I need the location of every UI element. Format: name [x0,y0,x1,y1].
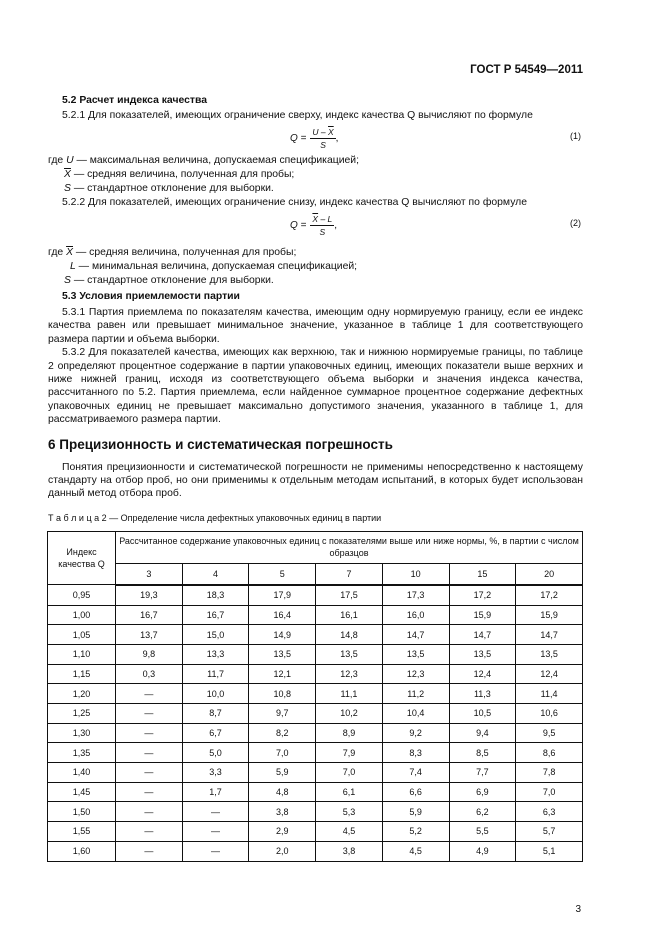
quality-index-cell: 1,05 [48,625,116,645]
formula-den: S [319,227,326,237]
quality-index-cell: 1,35 [48,743,116,763]
percent-cell: 19,3 [116,585,183,605]
equation-number-2: (2) [570,218,581,228]
percent-cell: 9,5 [516,723,583,743]
quality-index-cell: 1,55 [48,822,116,842]
where-symbol: S [64,275,71,286]
percent-cell: 13,5 [316,644,383,664]
formula-lhs: Q = [290,220,307,231]
percent-cell: 17,5 [316,585,383,605]
percent-cell: 15,9 [516,605,583,625]
column-header: 15 [449,563,516,585]
percent-cell: 9,8 [116,644,183,664]
quality-index-cell: 1,50 [48,802,116,822]
table-row [48,743,583,763]
percent-cell: 14,7 [449,625,516,645]
quality-index-cell: 1,60 [48,841,116,861]
percent-cell: 5,2 [382,822,449,842]
percent-cell: 5,5 [449,822,516,842]
formula-fraction [310,127,335,150]
percent-cell: 1,7 [182,782,249,802]
percent-cell: 11,1 [316,684,383,704]
where-symbol: L [70,261,76,272]
quality-index-cell: 0,95 [48,585,116,605]
percent-cell: 14,8 [316,625,383,645]
percent-cell: 13,5 [249,644,316,664]
table-header-row [48,531,583,563]
percent-cell: — [116,822,183,842]
percent-cell: 8,3 [382,743,449,763]
quality-index-cell: 1,10 [48,644,116,664]
formula-num: U – [312,127,328,137]
section-6-heading: 6 Прецизионность и систематическая погрешность [48,436,393,452]
percent-cell: 13,5 [449,644,516,664]
percent-cell: 7,8 [516,763,583,783]
percent-cell: 5,7 [516,822,583,842]
table-row [48,822,583,842]
percent-cell: 13,5 [382,644,449,664]
percent-cell: 2,0 [249,841,316,861]
percent-cell: 9,7 [249,704,316,724]
table-row [48,841,583,861]
para-5-2-1: 5.2.1 Для показателей, имеющих ограничение сверху, индекс качества Q вычисляют по формуле [62,110,533,121]
column-header: 20 [516,563,583,585]
percent-cell: 5,3 [316,802,383,822]
para-5-3-2: 5.3.2 Для показателей качества, имеющих как верхнюю, так и нижнюю нормируемые границы, по таблице 2 определяют процентное содержание в партии упаковочных единиц, имеющих показатели выше верхних и ниже нижней границ, исходя из соответствующего объема выборки и значения индекса качества, рассчитанного по 5.2. Партия приемлема, если найденное суммарное процентное содержание дефектных упаковочных единиц не превышает максимально допустимого значения, указанного в таблице 1, для рассматриваемого размера партии. [48,347,583,426]
percent-cell: 11,2 [382,684,449,704]
percent-cell: 4,5 [382,841,449,861]
percent-cell: 7,0 [516,782,583,802]
percent-cell: 9,4 [449,723,516,743]
percent-cell: 14,9 [249,625,316,645]
percent-cell: 7,7 [449,763,516,783]
where-text: — максимальная величина, допускаемая спецификацией; [73,155,359,166]
percent-cell: 4,5 [316,822,383,842]
percent-cell: 8,2 [249,723,316,743]
percent-cell: 7,0 [249,743,316,763]
para-6: Понятия прецизионности и систематической погрешности не применимы непосредственно к настоящему стандарту на отбор проб, но они применимы к отдельным методам испытаний, в которых будет использован данный метод отбора проб. [48,461,583,500]
percent-cell: — [116,763,183,783]
table-row [48,644,583,664]
section-5-3-heading: 5.3 Условия приемлемости партии [62,291,240,302]
percent-cell: 11,4 [516,684,583,704]
percent-cell: 12,4 [516,664,583,684]
para-5-3-1: 5.3.1 Партия приемлема по показателям качества, имеющим одну нормируемую границу, если ее индекс качества равен или превышает минимальное значение, указанное в таблице 1 для соответствующего размера партии и объема выборки. [48,307,583,345]
percent-cell: — [116,782,183,802]
percent-cell: 18,3 [182,585,249,605]
where-text: — стандартное отклонение для выборки. [70,275,274,286]
quality-index-cell: 1,30 [48,723,116,743]
table-row [48,585,583,605]
where-text: — минимальная величина, допускаемая спецификацией; [75,261,358,272]
percent-cell: — [182,841,249,861]
percent-cell: 6,9 [449,782,516,802]
formula-numerator [310,127,335,139]
formula-fraction [310,214,334,237]
percent-cell: 3,8 [316,841,383,861]
para-5-2-2: 5.2.2 Для показателей, имеющих ограничение снизу, индекс качества Q вычисляют по формуле [62,197,528,208]
percent-cell: — [182,822,249,842]
percent-cell: 11,3 [449,684,516,704]
where-item [48,155,359,166]
index-header: Индекс качества Q [48,531,116,585]
section-5-2-heading: 5.2 Расчет индекса качества [62,95,208,106]
percent-cell: 16,1 [316,605,383,625]
document-id: ГОСТ Р 54549—2011 [470,64,583,76]
percent-cell: 12,4 [449,664,516,684]
formula-1 [290,127,338,150]
column-header: 7 [316,563,383,585]
group-header: Рассчитанное содержание упаковочных единиц с показателями выше или ниже нормы, %, в партии с числом образцов [116,531,583,563]
table-row [48,664,583,684]
percent-cell: 8,6 [516,743,583,763]
percent-cell: 7,4 [382,763,449,783]
where-symbol: $\overline{X}$ [64,169,71,180]
formula-lhs: Q = [290,133,307,144]
percent-cell: — [116,841,183,861]
percent-cell: — [116,704,183,724]
percent-cell: 17,2 [449,585,516,605]
percent-cell: 7,0 [316,763,383,783]
quality-index-cell: 1,15 [48,664,116,684]
percent-cell: 5,1 [516,841,583,861]
formula-comma: , [335,133,339,144]
percent-cell: 16,0 [382,605,449,625]
percent-cell: 17,9 [249,585,316,605]
percent-cell: 12,1 [249,664,316,684]
percent-cell: 12,3 [382,664,449,684]
column-header: 4 [182,563,249,585]
percent-cell: 7,9 [316,743,383,763]
table-row [48,802,583,822]
percent-cell: 10,4 [382,704,449,724]
column-header: 3 [116,563,183,585]
percent-cell: 6,7 [182,723,249,743]
percent-cell: 10,5 [449,704,516,724]
percent-cell: 4,9 [449,841,516,861]
where-item [64,169,294,180]
where-prefix: где [48,247,67,258]
where-item [70,261,357,272]
percent-cell: 5,9 [249,763,316,783]
percent-cell: 10,2 [316,704,383,724]
table-row [48,704,583,724]
percent-cell: — [116,684,183,704]
percent-cell: 8,5 [449,743,516,763]
percent-cell: 5,9 [382,802,449,822]
percent-cell: 14,7 [382,625,449,645]
percent-cell: 15,0 [182,625,249,645]
percent-cell: 6,2 [449,802,516,822]
quality-index-cell: 1,45 [48,782,116,802]
percent-cell: 15,9 [449,605,516,625]
where-symbol: U [66,155,74,166]
percent-cell: 6,6 [382,782,449,802]
table-row [48,684,583,704]
page-number: 3 [575,904,581,915]
percent-cell: 13,5 [516,644,583,664]
where-symbol: $\overline{X}$ [66,247,73,258]
percent-cell: 16,4 [249,605,316,625]
percent-cell: 3,3 [182,763,249,783]
percent-cell: — [116,723,183,743]
percent-cell: 6,3 [516,802,583,822]
table-row [48,605,583,625]
percent-cell: — [116,802,183,822]
percent-cell: 3,8 [249,802,316,822]
formula-2 [290,214,337,237]
percent-cell: 10,6 [516,704,583,724]
column-header: 10 [382,563,449,585]
percent-cell: 13,3 [182,644,249,664]
percent-cell: 16,7 [116,605,183,625]
body-flow [48,290,583,862]
formula-comma: , [334,220,338,231]
where-symbol: S [64,183,71,194]
percent-cell: 8,7 [182,704,249,724]
quality-index-cell: 1,40 [48,763,116,783]
where-text: — стандартное отклонение для выборки. [70,183,274,194]
quality-index-cell: 1,25 [48,704,116,724]
percent-cell: 5,0 [182,743,249,763]
formula-xbar: $\overline{X}$ [312,214,319,224]
percent-cell: 0,3 [116,664,183,684]
quality-index-cell: 1,20 [48,684,116,704]
table-row [48,625,583,645]
where-text: — средняя величина, полученная для пробы; [73,247,297,258]
percent-cell: 14,7 [516,625,583,645]
formula-den: S [320,140,326,150]
defect-table [47,531,583,862]
percent-cell: 17,2 [516,585,583,605]
percent-cell: 17,3 [382,585,449,605]
column-header: 5 [249,563,316,585]
formula-num: – L [318,214,333,224]
formula-xbar: $\overline{X}$ [328,127,334,137]
percent-cell: 4,8 [249,782,316,802]
percent-cell: 11,7 [182,664,249,684]
percent-cell: 10,8 [249,684,316,704]
table-row [48,723,583,743]
where-prefix: где [48,155,67,166]
where-item [64,275,274,286]
percent-cell: 2,9 [249,822,316,842]
table-row [48,782,583,802]
percent-cell: 16,7 [182,605,249,625]
percent-cell: 8,9 [316,723,383,743]
equation-number-1: (1) [570,131,581,141]
percent-cell: 10,0 [182,684,249,704]
where-text: — средняя величина, полученная для пробы; [70,169,295,180]
percent-cell: 13,7 [116,625,183,645]
percent-cell: 9,2 [382,723,449,743]
where-item [64,183,274,194]
table-row [48,763,583,783]
percent-cell: — [116,743,183,763]
where-item [48,247,296,258]
table-caption: Т а б л и ц а 2 — Определение числа дефектных упаковочных единиц в партии [48,512,382,523]
percent-cell: — [182,802,249,822]
formula-numerator [310,214,334,226]
percent-cell: 12,3 [316,664,383,684]
quality-index-cell: 1,00 [48,605,116,625]
table-column-header-row [48,563,583,585]
percent-cell: 6,1 [316,782,383,802]
